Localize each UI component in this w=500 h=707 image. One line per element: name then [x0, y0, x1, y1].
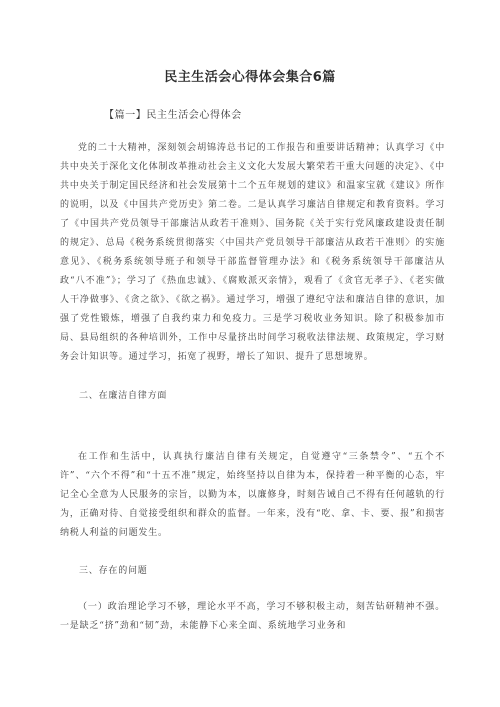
section-heading: 【篇一】民主生活会心得体会 [104, 110, 242, 121]
subheading-integrity: 二、在廉洁自律方面 [79, 391, 168, 401]
paragraph-problems: （一）政治理论学习不够，理论水平不高，学习不够积极主动，刻苦钻研精神不强。一是缺乏“挤”劲和“韧”劲，未能静下心来全面、系统地学习业务和 [60, 602, 445, 631]
paragraph-study: 党的二十大精神，深刻领会胡锦涛总书记的工作报告和重要讲话精神；认真学习《中共中央关于深化文化体制改革推动社会主义文化大发展大繁荣若干重大问题的决定》、《中共中央关于制定国民经济和社会发展第十二个五年规划的建议》和温家宝就《建议》所作的说明，以及《中国共产党历史》第二卷。二是认真学习廉洁自律规定和教育资料。学习了《中国共产党员领导干部廉洁从政若干准则》、国务院《关于实行党风廉政建设责任制的规定》、总局《税务系统贯彻落实〈中国共产党员领导干部廉洁从政若干准则〉的实施意见》、《税务系统领导班子和领导干部监督管理办法》和《税务系统领导干部廉洁从政“八不准”》；学习了《热血忠诚》、《腐败派灭亲情》，观看了《贪官无孝子》、《老实做人干净做事》、《贪之欲》、《欲之祸》。通过学习，增强了遵纪守法和廉洁自律的意识，加强了党性锻炼，增强了自我约束力和免疫力。三是学习税收业务知识。除了积极参加市局、县局组织的各种培训外，工作中尽量挤出时间学习税收法律法规、政策规定，学习财务会计知识等。通过学习，拓宽了视野，增长了知识、提升了思想境界。 [60, 143, 445, 362]
document-title: 民主生活会心得体会集合6篇 [164, 70, 336, 85]
paragraph-integrity: 在工作和生活中，认真执行廉洁自律有关规定，自觉遵守“三条禁令”、“五个不许”、“六个不得”和“十五不准”规定，始终坚持以自律为本，保持着一种平衡的心态，牢记全心全意为人民服务的宗旨，以勤为本，以廉修身，时刻告诫自己不得有任何越轨的行为，正确对待、自觉接受组织和群众的监督。一年来，没有“吃、拿、卡、要、报”和损害纳税人利益的问题发生。 [60, 452, 445, 538]
subheading-problems: 三、存在的问题 [79, 566, 148, 576]
